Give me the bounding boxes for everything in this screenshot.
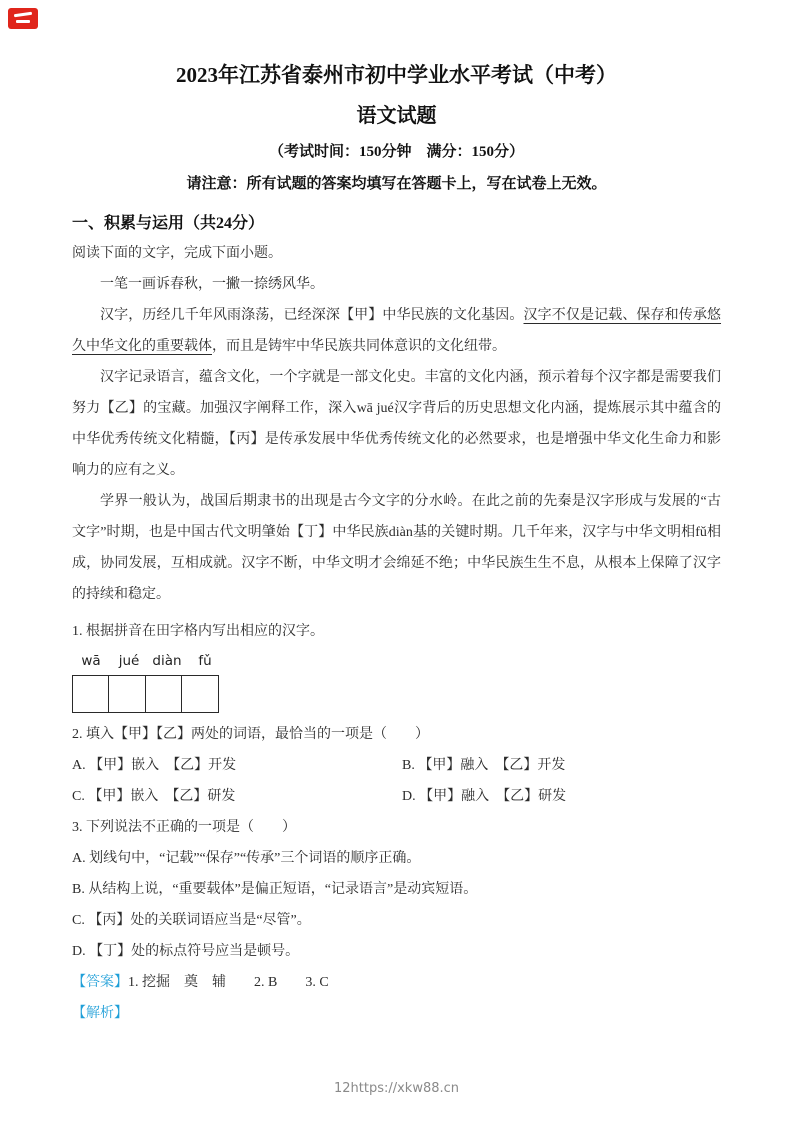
- answer-label: 【答案】: [72, 975, 128, 990]
- pinyin-label: wā: [81, 653, 101, 669]
- exam-title: 2023年江苏省泰州市初中学业水平考试（中考）: [176, 63, 617, 87]
- reading-intro: 阅读下面的文字，完成下面小题。: [72, 246, 282, 261]
- tianzige-cell: [145, 675, 183, 713]
- subject-title: 语文试题: [356, 105, 437, 127]
- question-3-option-b: B. 从结构上说，“重要载体”是偏正短语，“记录语言”是动宾短语。: [72, 882, 478, 897]
- exam-body: [72, 238, 721, 1029]
- question-3-option-d: D. 【丁】处的标点符号应当是顿号。: [72, 944, 300, 959]
- exam-notice: 请注意：所有试题的答案均填写在答题卡上，写在试卷上无效。: [186, 176, 607, 192]
- logo-mark: [14, 12, 32, 17]
- option-d: D. 【甲】融入 【乙】研发: [402, 789, 567, 804]
- pinyin-label: jué: [118, 653, 140, 669]
- tianzige-grid: [72, 675, 721, 713]
- exam-time-score-info: （考试时间：150分钟 满分：150分）: [268, 144, 524, 160]
- option-b: B. 【甲】融入 【乙】开发: [402, 758, 566, 773]
- question-2-text: 2. 填入【甲】【乙】两处的词语，最恰当的一项是（ ）: [72, 727, 429, 742]
- pinyin-row: [72, 653, 721, 673]
- passage-paragraph-1: [72, 300, 721, 362]
- logo-mark: [16, 20, 30, 23]
- passage-paragraph-3: 学界一般认为，战国后期隶书的出现是古今文字的分水岭。在此之前的先秦是汉字形成与发展的“古文字”时期，也是中国古代文明肇始【丁】中华民族diàn基的关键时期。几千年来，汉字与中华文明相fǔ相成，协同发展，互相成就。汉字不断，中华文明才会绵延不绝；中华民族生生不息，从根本上保障了汉字的持续和稳定。: [72, 494, 721, 602]
- xkw-logo-icon: [8, 8, 38, 29]
- answer-text: 1. 挖掘 奠 辅 2. B 3. C: [128, 975, 329, 990]
- paragraph-1-pre: 汉字，历经几千年风雨涤荡，已经深深【甲】中华民族的文化基因。: [100, 308, 524, 323]
- poem-line: 一笔一画诉春秋，一撇一捺绣风华。: [100, 277, 324, 292]
- tianzige-cell: [181, 675, 219, 713]
- tianzige-cell: [72, 675, 110, 713]
- option-c: C. 【甲】嵌入 【乙】研发: [72, 789, 236, 804]
- analysis-line: [72, 998, 721, 1029]
- answer-line: [72, 967, 721, 998]
- section-1-heading: 一、积累与运用（共24分）: [72, 215, 265, 232]
- option-a: A. 【甲】嵌入 【乙】开发: [72, 758, 237, 773]
- tianzige-cell: [108, 675, 146, 713]
- pinyin-label: fǔ: [198, 653, 212, 669]
- question-1-text: 1. 根据拼音在田字格内写出相应的汉字。: [72, 624, 324, 639]
- question-3-option-c: C. 【丙】处的关联词语应当是“尽管”。: [72, 913, 311, 928]
- pinyin-label: diàn: [152, 653, 182, 669]
- analysis-label: 【解析】: [72, 1006, 128, 1021]
- underlined-sentence: 汉字不仅是记载、保存和传承悠久中华文化的重要载体: [72, 308, 722, 354]
- paragraph-1-post: ，而且是铸牢中华民族共同体意识的文化纽带。: [212, 339, 506, 354]
- page-footer-url: 12https://xkw88.cn: [333, 1081, 460, 1096]
- question-2-options: [72, 750, 721, 812]
- question-3-option-a: A. 划线句中，“记载”“保存”“传承”三个词语的顺序正确。: [72, 851, 421, 866]
- question-3-text: 3. 下列说法不正确的一项是（ ）: [72, 820, 296, 835]
- passage-paragraph-2: 汉字记录语言，蕴含文化，一个字就是一部文化史。丰富的文化内涵，预示着每个汉字都是需要我们努力【乙】的宝藏。加强汉字阐释工作，深入wā jué汉字背后的历史思想文化内涵，提炼展示其中蕴含的中华优秀传统文化精髓，【丙】是传承发展中华优秀传统文化的必然要求，也是增强中华文化生命力和影响力的应有之义。: [72, 370, 721, 478]
